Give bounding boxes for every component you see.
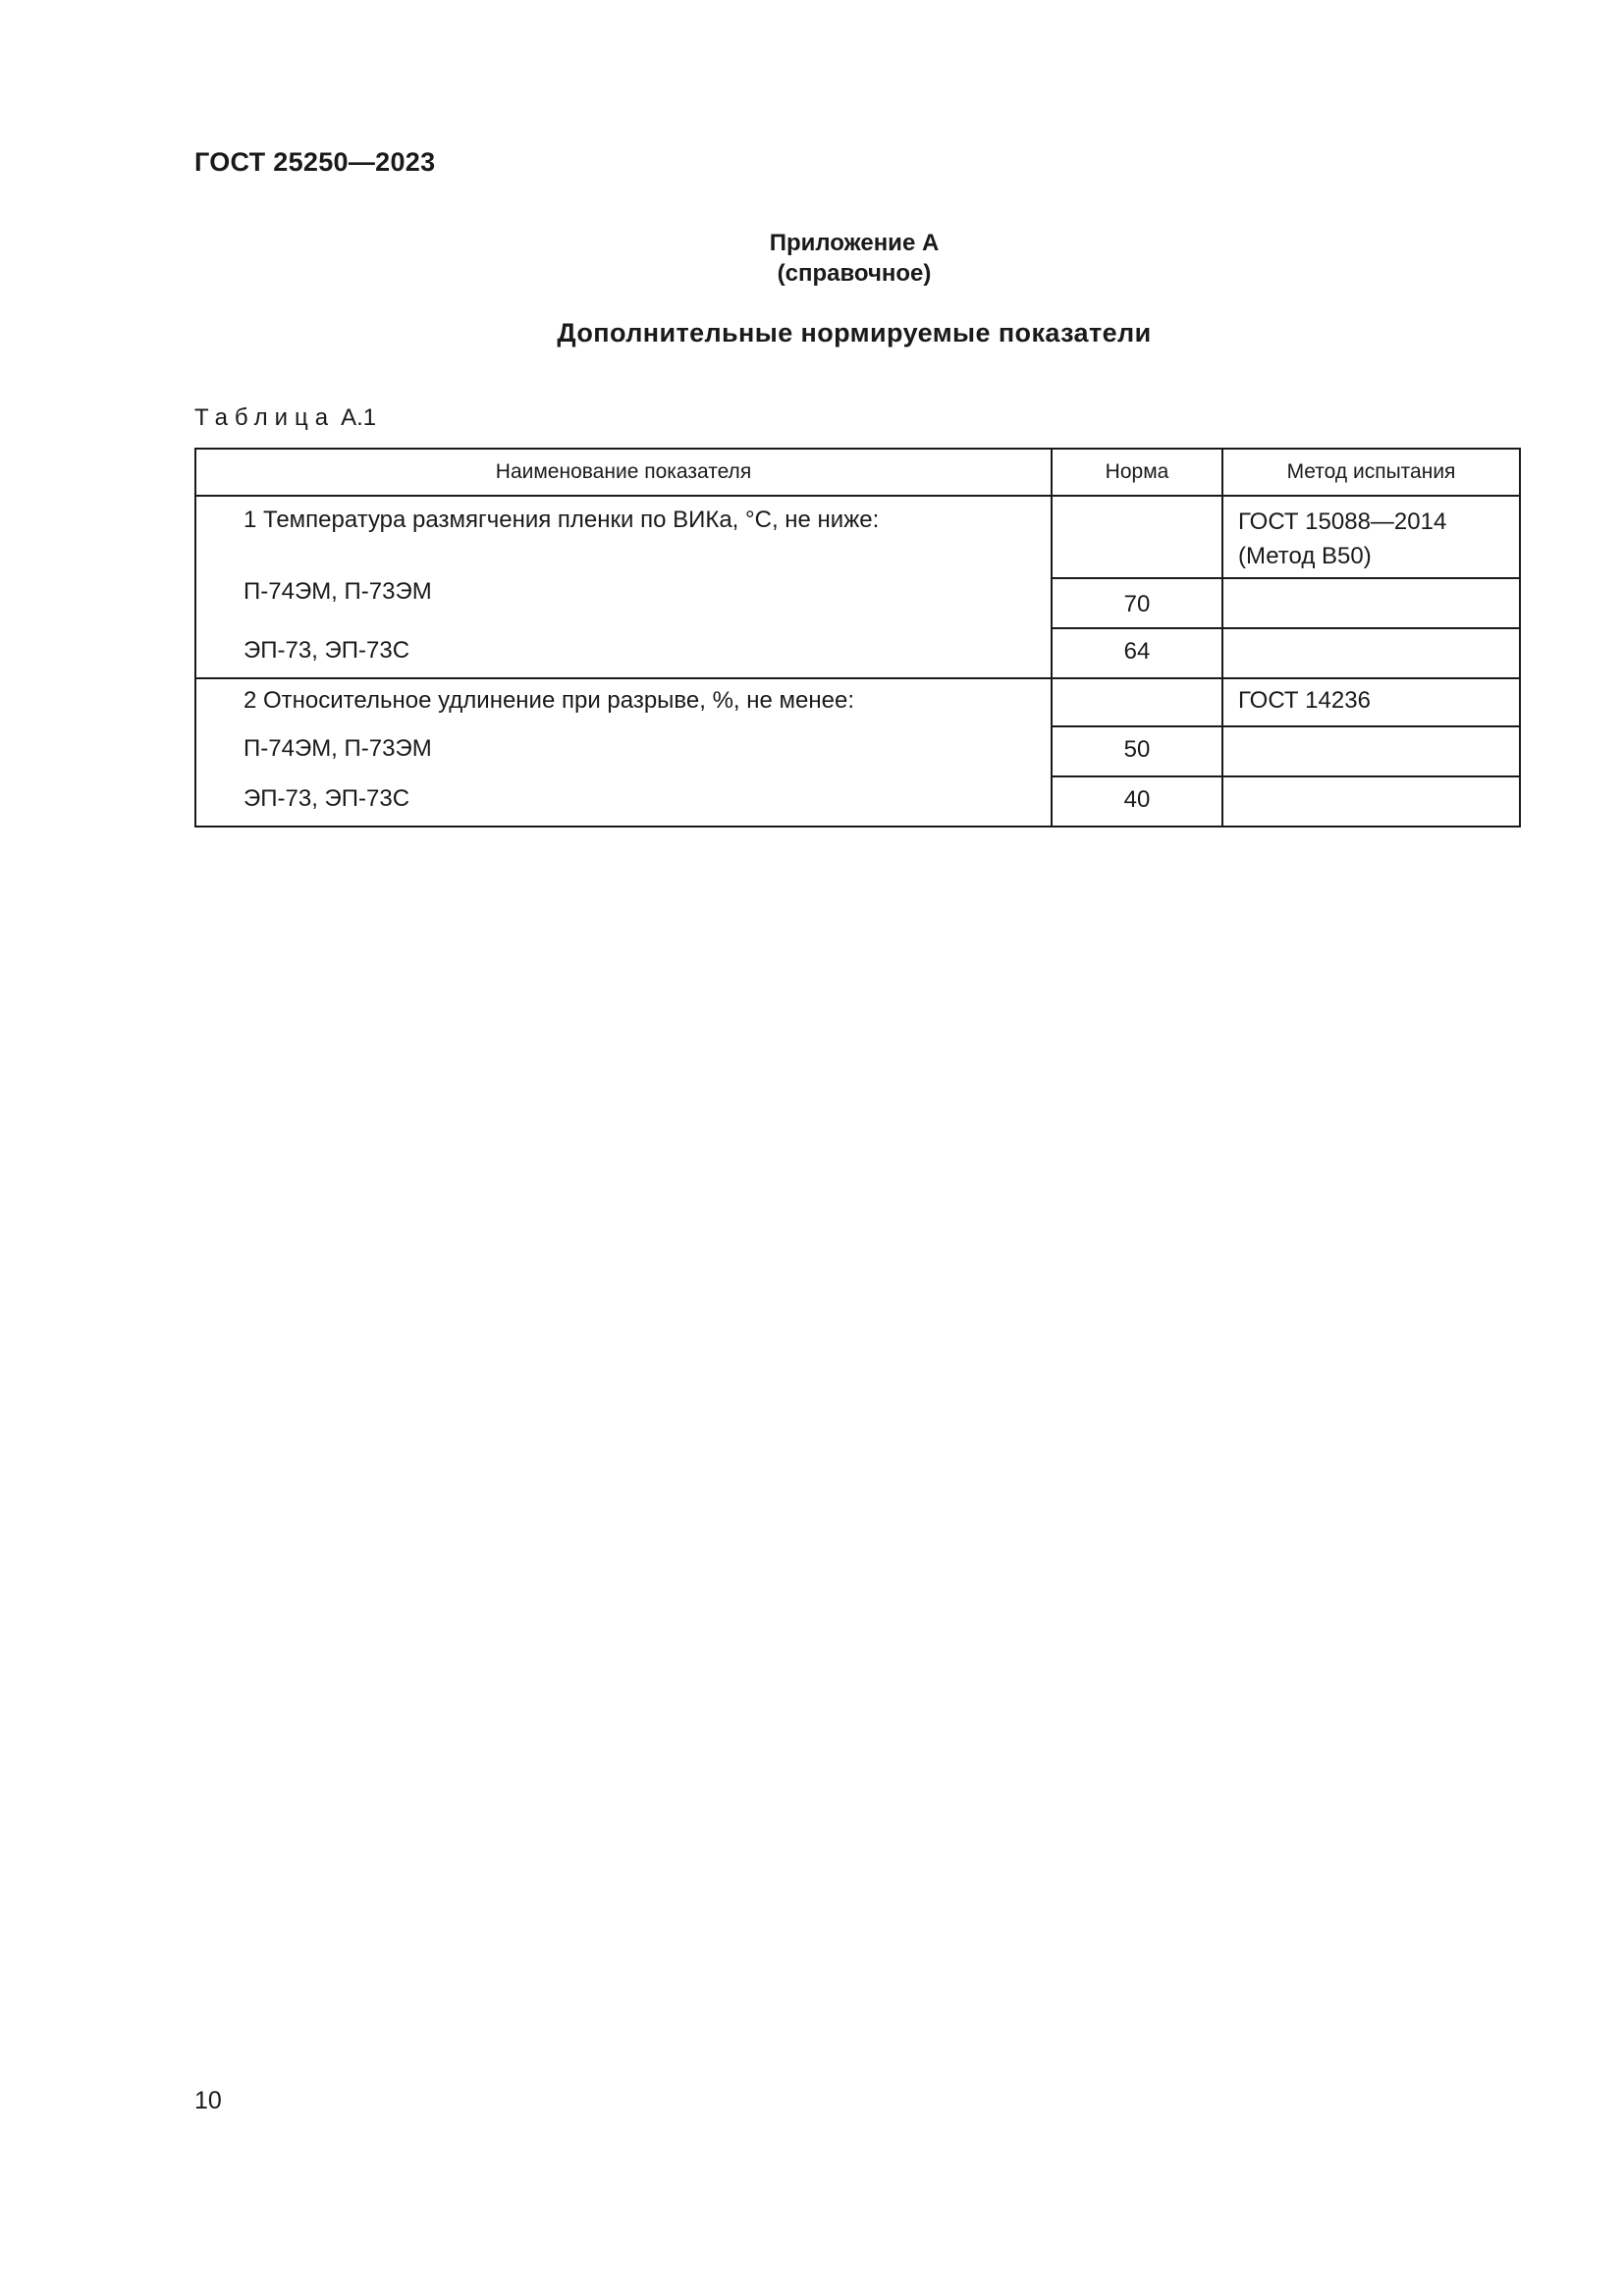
norm-cell: 70 (1052, 578, 1222, 628)
table-row (195, 628, 1520, 678)
item-name-cell: ЭП-73, ЭП-73С (195, 628, 1052, 678)
norm-cell (1052, 678, 1222, 726)
norm-cell (1052, 496, 1222, 578)
norm-cell: 64 (1052, 628, 1222, 678)
table-row (195, 726, 1520, 776)
appendix-heading (0, 228, 1624, 289)
table-row (195, 496, 1520, 578)
method-cell (1222, 628, 1520, 678)
table-caption-word: Таблица (194, 404, 336, 431)
page-number: 10 (194, 2087, 222, 2114)
appendix-title: Приложение А (769, 230, 940, 256)
appendix-subtitle: (справочное) (777, 260, 932, 287)
table-row (195, 578, 1520, 628)
method-cell (1222, 578, 1520, 628)
table-row (195, 678, 1520, 726)
method-line: (Метод В50) (1238, 543, 1372, 569)
group-title-cell: 2 Относительное удлинение при разрыве, %, не менее: (195, 678, 1052, 726)
method-cell (1222, 726, 1520, 776)
method-line: ГОСТ 15088—2014 (1238, 508, 1447, 535)
norm-cell: 50 (1052, 726, 1222, 776)
table-header-row (195, 449, 1520, 496)
method-cell (1222, 776, 1520, 827)
column-header-method: Метод испытания (1222, 449, 1520, 496)
item-name-cell: П-74ЭМ, П-73ЭМ (195, 726, 1052, 776)
method-cell: ГОСТ 14236 (1222, 678, 1520, 726)
item-name-cell: ЭП-73, ЭП-73С (195, 776, 1052, 827)
document-code-header: ГОСТ 25250—2023 (194, 147, 436, 177)
section-title: Дополнительные нормируемые показатели (557, 318, 1152, 347)
table-row (195, 776, 1520, 827)
method-cell (1222, 496, 1520, 578)
column-header-name: Наименование показателя (195, 449, 1052, 496)
norm-cell: 40 (1052, 776, 1222, 827)
column-header-norm: Норма (1052, 449, 1222, 496)
table-caption (194, 404, 376, 432)
item-name-cell: П-74ЭМ, П-73ЭМ (195, 578, 1052, 628)
group-title-cell: 1 Температура размягчения пленки по ВИКа, °С, не ниже: (195, 496, 1052, 578)
table-caption-number: А.1 (341, 404, 377, 431)
indicators-table (194, 448, 1521, 828)
